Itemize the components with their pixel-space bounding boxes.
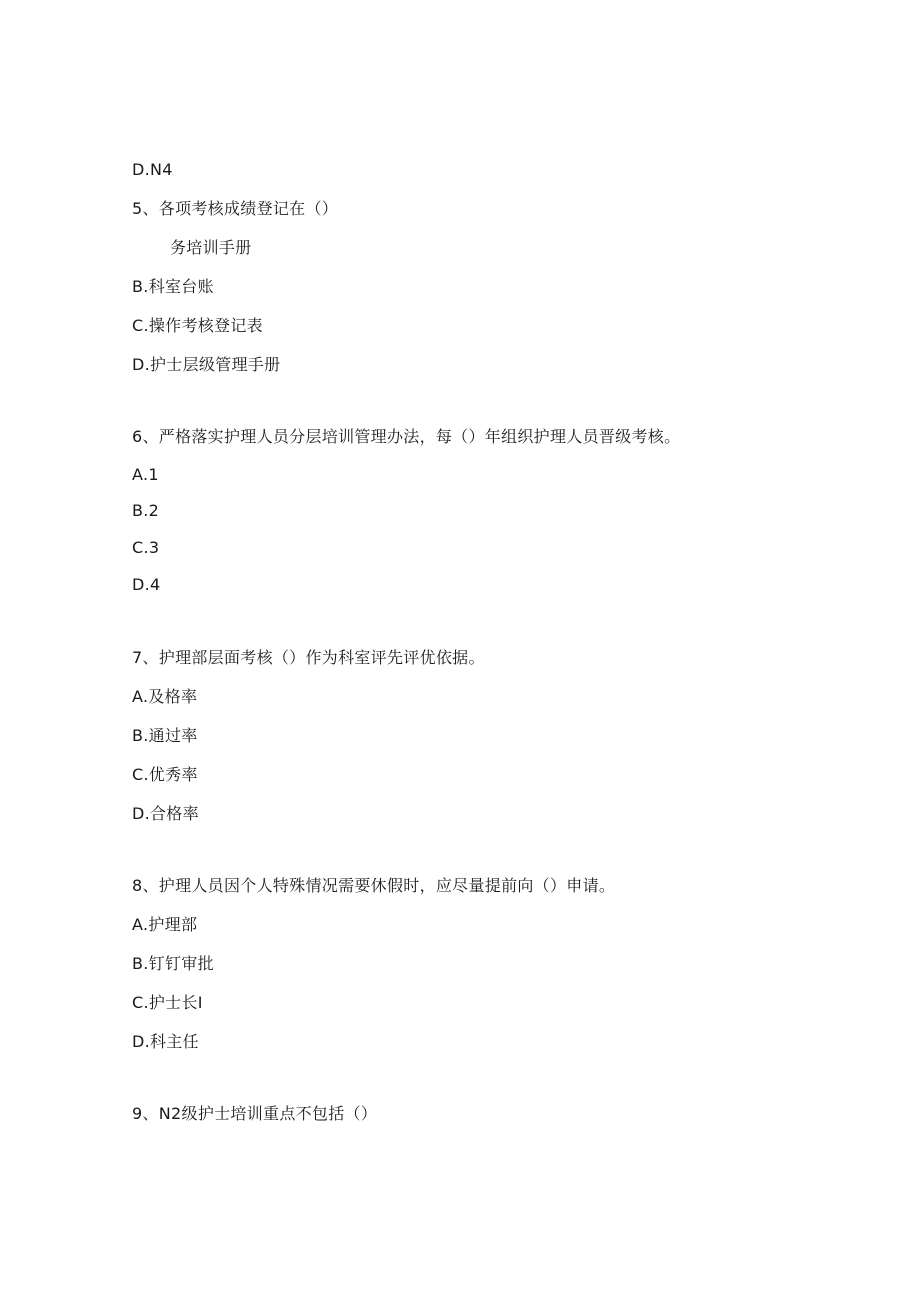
q7-option-d: D.合格率 (132, 804, 199, 823)
q7-question: 7、护理部层面考核（）作为科室评先评优依据。 (132, 648, 485, 667)
q8-option-a: A.护理部 (132, 915, 198, 934)
q8-option-c: C.护士长I (132, 993, 203, 1012)
q9-question: 9、N2级护士培训重点不包括（） (132, 1104, 378, 1123)
q8-question: 8、护理人员因个人特殊情况需要休假时，应尽量提前向（）申请。 (132, 876, 616, 895)
q8-option-b: B.钉钉审批 (132, 954, 214, 973)
q6-option-d: D.4 (132, 575, 161, 594)
q6-question: 6、严格落实护理人员分层培训管理办法，每（）年组织护理人员晋级考核。 (132, 427, 681, 446)
q5-option-a: 务培训手册 (170, 238, 252, 257)
q6-option-b: B.2 (132, 501, 160, 520)
q4-option-d: D.N4 (132, 160, 173, 179)
q7-option-a: A.及格率 (132, 687, 198, 706)
q6-option-a: A.1 (132, 465, 159, 484)
q6-option-c: C.3 (132, 538, 160, 557)
q5-option-d: D.护士层级管理手册 (132, 355, 281, 374)
q7-option-b: B.通过率 (132, 726, 198, 745)
q5-option-c: C.操作考核登记表 (132, 316, 263, 335)
q7-option-c: C.优秀率 (132, 765, 198, 784)
q5-question: 5、各项考核成绩登记在（） (132, 199, 339, 218)
q5-option-b: B.科室台账 (132, 277, 214, 296)
q8-option-d: D.科主任 (132, 1032, 199, 1051)
